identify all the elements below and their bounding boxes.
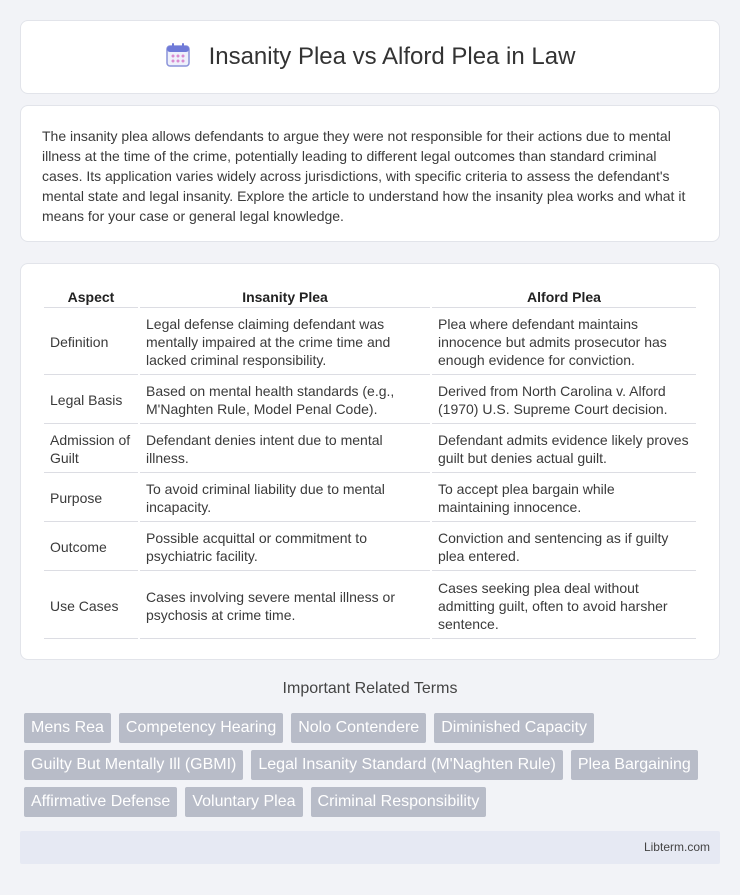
tag-diminished-capacity[interactable]: Diminished Capacity (434, 713, 594, 743)
table-row (44, 573, 696, 639)
tag-legal-insanity-standard[interactable]: Legal Insanity Standard (M'Naghten Rule) (251, 750, 562, 780)
row-insanity: Possible acquittal or commitment to psychiatric facility. (140, 524, 430, 571)
row-aspect: Purpose (44, 475, 138, 522)
page-title: Insanity Plea vs Alford Plea in Law (208, 43, 576, 70)
row-insanity: To avoid criminal liability due to mental incapacity. (140, 475, 430, 522)
intro-card (20, 105, 720, 242)
row-alford: Plea where defendant maintains innocence but admits prosecutor has enough evidence for conviction. (432, 310, 696, 375)
row-aspect: Legal Basis (44, 377, 138, 424)
tag-row (24, 713, 724, 743)
tag-plea-bargaining[interactable]: Plea Bargaining (571, 750, 698, 780)
tag-mens-rea[interactable]: Mens Rea (24, 713, 111, 743)
tag-affirmative-defense[interactable]: Affirmative Defense (24, 787, 177, 817)
tag-gbmi[interactable]: Guilty But Mentally Ill (GBMI) (24, 750, 243, 780)
intro-text: The insanity plea allows defendants to argue they were not responsible for their actions due to mental illness at the time of the crime, potentially leading to different legal outcomes than standard criminal cases. Its application varies widely across jurisdictions, with specific criteria to assess the defendant's mental state and legal insanity. Explore the article to understand how the insanity plea works and what it means for your case or general legal knowledge. (42, 128, 686, 224)
row-alford: Derived from North Carolina v. Alford (1970) U.S. Supreme Court decision. (432, 377, 696, 424)
table-row (44, 377, 696, 424)
tag-voluntary-plea[interactable]: Voluntary Plea (185, 787, 302, 817)
table-row (44, 524, 696, 571)
header-alford-plea: Alford Plea (432, 286, 696, 308)
footer-site-link[interactable]: Libterm.com (643, 840, 710, 854)
tag-criminal-responsibility[interactable]: Criminal Responsibility (311, 787, 487, 817)
row-aspect: Use Cases (44, 573, 138, 639)
tag-row (24, 750, 724, 780)
footer (20, 831, 720, 864)
header-aspect: Aspect (44, 286, 138, 308)
row-alford: Conviction and sentencing as if guilty plea entered. (432, 524, 696, 571)
tag-competency-hearing[interactable]: Competency Hearing (119, 713, 283, 743)
tag-nolo-contendere[interactable]: Nolo Contendere (291, 713, 426, 743)
row-insanity: Defendant denies intent due to mental illness. (140, 426, 430, 473)
comparison-card (20, 263, 720, 660)
row-alford: Cases seeking plea deal without admitting guilt, often to avoid harsher sentence. (432, 573, 696, 639)
row-aspect: Definition (44, 310, 138, 375)
table-row (44, 426, 696, 473)
header-insanity-plea: Insanity Plea (140, 286, 430, 308)
related-terms-heading: Important Related Terms (282, 680, 458, 697)
row-insanity: Legal defense claiming defendant was mentally impaired at the crime time and lacked criminal responsibility. (140, 310, 430, 375)
row-aspect: Admission of Guilt (44, 426, 138, 473)
table-row (44, 310, 696, 375)
table-row (44, 475, 696, 522)
tag-row (24, 787, 724, 817)
row-insanity: Based on mental health standards (e.g., M'Naghten Rule, Model Penal Code). (140, 377, 430, 424)
header-card (20, 20, 720, 94)
row-alford: Defendant admits evidence likely proves guilt but denies actual guilt. (432, 426, 696, 473)
comparison-table (42, 284, 698, 641)
row-alford: To accept plea bargain while maintaining innocence. (432, 475, 696, 522)
table-header-row (44, 286, 696, 308)
related-terms (24, 713, 724, 824)
row-insanity: Cases involving severe mental illness or psychosis at crime time. (140, 573, 430, 639)
row-aspect: Outcome (44, 524, 138, 571)
calendar-icon (165, 42, 191, 73)
